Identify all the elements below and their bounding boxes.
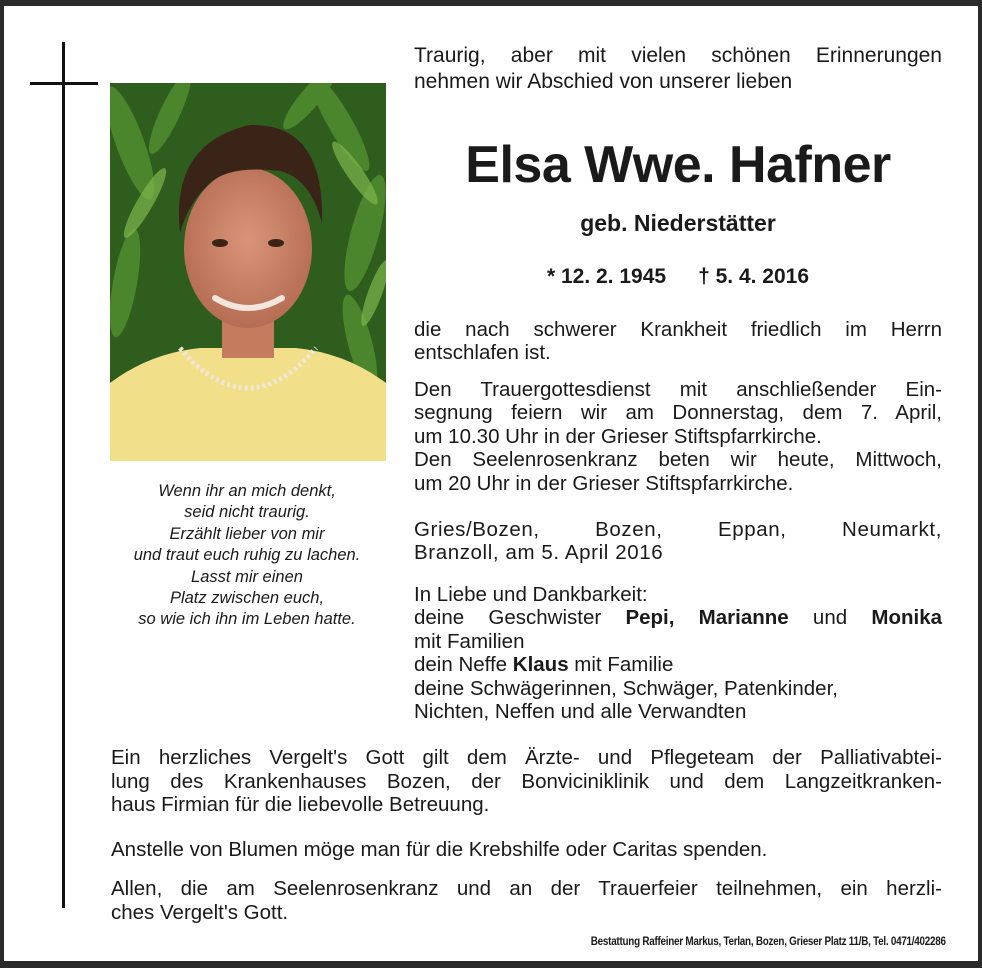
deceased-name: Elsa Wwe. Hafner — [465, 136, 891, 194]
text-line: lung des Krankenhauses Bozen, der Bonviciniklinik und dem Langzeitkranken- — [111, 769, 942, 793]
poem-line: so wie ich ihn im Leben hatte. — [138, 610, 356, 629]
text-line: Nichten, Neffen und alle Verwandten — [414, 700, 747, 724]
mourners-list — [414, 583, 942, 723]
memorial-poem — [108, 481, 386, 631]
text-line: haus Firmian für die liebevolle Betreuung. — [111, 793, 490, 817]
intro-line: Traurig, aber mit vielen schönen Erinnerungen — [414, 44, 942, 67]
poem-line: Lasst mir einen — [191, 567, 303, 586]
mourner-names: Monika — [871, 606, 942, 630]
donation-paragraph — [111, 838, 942, 862]
death-date: † 5. 4. 2016 — [698, 265, 810, 288]
maiden-name: geb. Niederstätter — [580, 210, 776, 236]
poem-line: und traut euch ruhig zu lachen. — [133, 546, 361, 565]
cross-icon-horizontal — [30, 82, 98, 85]
text-line: entschlafen ist. — [414, 341, 551, 365]
text-line — [414, 653, 942, 676]
mourner-names: Pepi, Marianne — [625, 606, 789, 630]
text-line: segnung feiern wir am Donnerstag, dem 7. April, — [414, 401, 942, 425]
birth-date: * 12. 2. 1945 — [546, 265, 667, 288]
text-line: Branzoll, am 5. April 2016 — [414, 541, 664, 565]
place-date-paragraph — [414, 518, 942, 565]
text-span: und — [788, 606, 872, 630]
text-span: deine Geschwister — [414, 606, 626, 630]
text-line: mit Familien — [414, 629, 525, 653]
intro-text — [414, 43, 942, 95]
funeral-home-footer: Bestattung Raffeiner Markus, Terlan, Bozen, Grieser Platz 11/B, Tel. 0471/402286 — [591, 936, 946, 948]
text-line: um 20 Uhr in der Grieser Stiftspfarrkirche. — [414, 471, 794, 495]
text-line: In Liebe und Dankbarkeit: — [414, 583, 648, 606]
passing-paragraph — [414, 318, 942, 365]
text-line: deine Schwägerinnen, Schwäger, Patenkinder, — [414, 676, 838, 700]
text-line: Den Trauergottesdienst mit anschließender Ein- — [414, 378, 942, 401]
thanks-paragraph — [111, 746, 942, 817]
portrait-photo — [110, 83, 386, 461]
service-paragraph — [414, 378, 942, 495]
cross-icon-vertical — [62, 42, 65, 908]
text-span: dein Neffe — [414, 653, 513, 677]
poem-line: Platz zwischen euch, — [169, 589, 325, 608]
text-line: Gries/Bozen, Bozen, Eppan, Neumarkt, — [414, 518, 942, 541]
text-line: Ein herzliches Vergelt's Gott gilt dem Ärzte- und Pflegeteam der Palliativabtei- — [111, 746, 942, 769]
text-line — [414, 606, 942, 629]
intro-line: nehmen wir Abschied von unserer lieben — [414, 70, 793, 93]
text-line: die nach schwerer Krankheit friedlich im Herrn — [414, 318, 942, 341]
text-span: mit Familie — [568, 653, 674, 677]
poem-line: Erzählt lieber von mir — [169, 524, 325, 543]
text-line: Allen, die am Seelenrosenkranz und an der Trauerfeier teilnehmen, ein herzli- — [111, 877, 942, 900]
life-dates — [414, 263, 942, 291]
poem-line: seid nicht traurig. — [184, 503, 310, 522]
text-line: um 10.30 Uhr in der Grieser Stiftspfarrkirche. — [414, 424, 822, 448]
text-line: Den Seelenrosenkranz beten wir heute, Mittwoch, — [414, 448, 942, 472]
closing-paragraph — [111, 877, 942, 924]
text-line: Anstelle von Blumen möge man für die Krebshilfe oder Caritas spenden. — [111, 838, 768, 861]
text-line: ches Vergelt's Gott. — [111, 900, 289, 924]
mourner-names: Klaus — [512, 653, 569, 677]
poem-line: Wenn ihr an mich denkt, — [158, 482, 336, 500]
